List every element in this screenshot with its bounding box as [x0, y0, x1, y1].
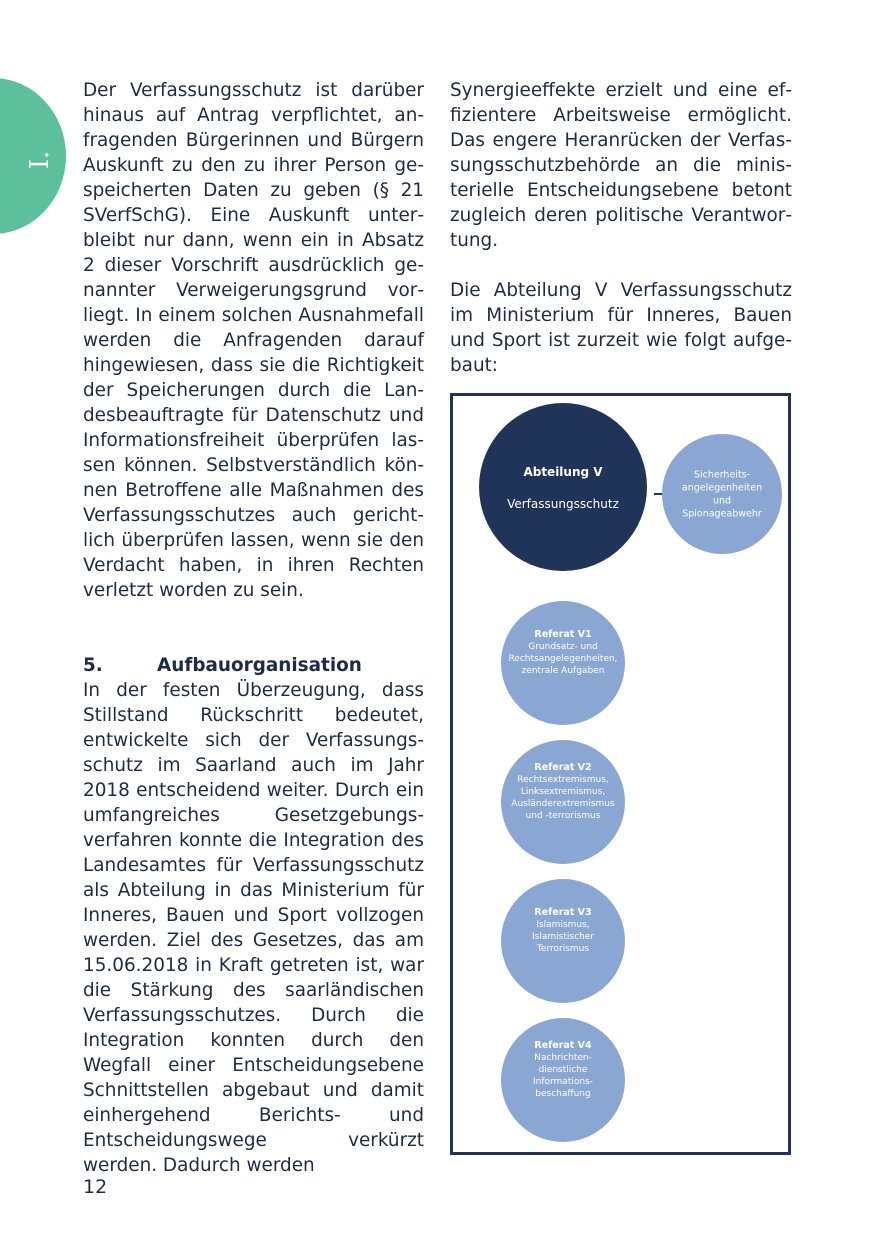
head-node-subtitle: Verfassungsschutz: [507, 497, 619, 511]
referat-title: Referat V4: [534, 1040, 592, 1051]
org-chart-svg: [453, 396, 788, 1152]
right-column: [450, 78, 792, 378]
left-column: [83, 78, 424, 1178]
referat-title: Referat V2: [534, 762, 592, 773]
side-unit-line: Spionageabwehr: [682, 508, 762, 520]
paragraph-abteilung: Die Abteilung V Verfassungsschutz im Ministerium für Inneres, Bauen und Sport ist zurzeit wie folgt aufgebaut:: [450, 280, 792, 376]
referat-line: Terrorismus: [536, 944, 590, 954]
paragraph-aufbauorganisation: In der festen Überzeugung, dass Stillstand Rückschritt bedeutet, entwickelte sich der Verfassungsschutz im Saarland auch im Jahr 2018 entscheidend weiter. Durch ein umfangreiches Gesetzgebungsverfahren konnte die Integration des Landesamtes für Verfassungsschutz als Abteilung in das Ministerium für Inneres, Bauen und Sport vollzogen werden. Ziel des Gesetzes, das am 15.06.2018 in Kraft getreten ist, war die Stärkung des saarländischen Verfassungsschutzes. Durch die Integration konnten durch den Wegfall einer Entscheidungsebene Schnittstellen abgebaut und damit einhergehend Berichts- und Entscheidungswege verkürzt werden. Dadurch werden: [83, 680, 424, 1176]
side-unit-node: [662, 434, 782, 554]
side-unit-line: Sicherheits-: [693, 469, 751, 481]
referat-line: Islamismus,: [536, 920, 590, 930]
referat-line: und -terrorismus: [525, 811, 601, 821]
referat-line: dienstliche: [538, 1065, 588, 1075]
section-title: Aufbauorganisation: [157, 655, 362, 676]
side-unit-line: angelegenheiten: [681, 482, 763, 494]
referat-line: Ausländerextremismus: [511, 799, 615, 809]
chapter-tab-label: I.: [25, 150, 55, 170]
referat-line: Rechtsangelegenheiten,: [508, 654, 618, 664]
referat-line: Informations-: [532, 1077, 594, 1087]
head-node-title: Abteilung V: [523, 465, 603, 479]
paragraph-auskunft: Der Verfassungsschutz ist darüber hinaus auf Antrag verpflichtet, anfragenden Bürgerinnen und Bürgern Auskunft zu den zu ihrer Person gespeicherten Daten zu geben (§ 21 SVerfSchG). Eine Auskunft unterbleibt nur dann, wenn ein in Absatz 2 dieser Vorschrift ausdrücklich genannter Verweigerungsgrund vorliegt. In einem solchen Ausnahmefall werden die Anfragenden darauf hingewiesen, dass sie die Richtigkeit der Speicherungen durch die Landesbeauftragte für Datenschutz und Informationsfreiheit überprüfen lassen können. Selbstverständlich können Betroffene alle Maßnahmen des Verfassungsschutzes auch gerichtlich überprüfen lassen, wenn sie den Verdacht haben, in ihren Rechten verletzt worden zu sein.: [83, 80, 424, 601]
referat-line: Islamistischer: [532, 932, 594, 942]
referat-line: zentrale Aufgaben: [521, 666, 605, 676]
referat-line: Linksextremismus,: [520, 787, 606, 797]
referat-title: Referat V3: [534, 907, 592, 918]
head-node: [479, 403, 647, 571]
section-number: 5.: [83, 655, 103, 676]
org-chart: [450, 393, 791, 1155]
referat-line: Grundsatz- und: [528, 642, 598, 652]
referat-line: Nachrichten-: [534, 1053, 592, 1063]
side-unit-line: und: [712, 495, 732, 507]
referat-title: Referat V1: [534, 629, 592, 640]
referat-line: beschaffung: [535, 1089, 591, 1099]
section-heading: [83, 653, 424, 678]
referat-line: Rechtsextremismus,: [517, 775, 609, 785]
paragraph-synergie: Synergieeffekte erzielt und eine effizientere Arbeitsweise ermöglicht. Das engere Heranrücken der Verfassungsschutzbehörde an die ministerielle Entscheidungsebene betont zugleich deren politische Verantwortung.: [450, 80, 792, 251]
page-number: 12: [83, 1176, 108, 1198]
